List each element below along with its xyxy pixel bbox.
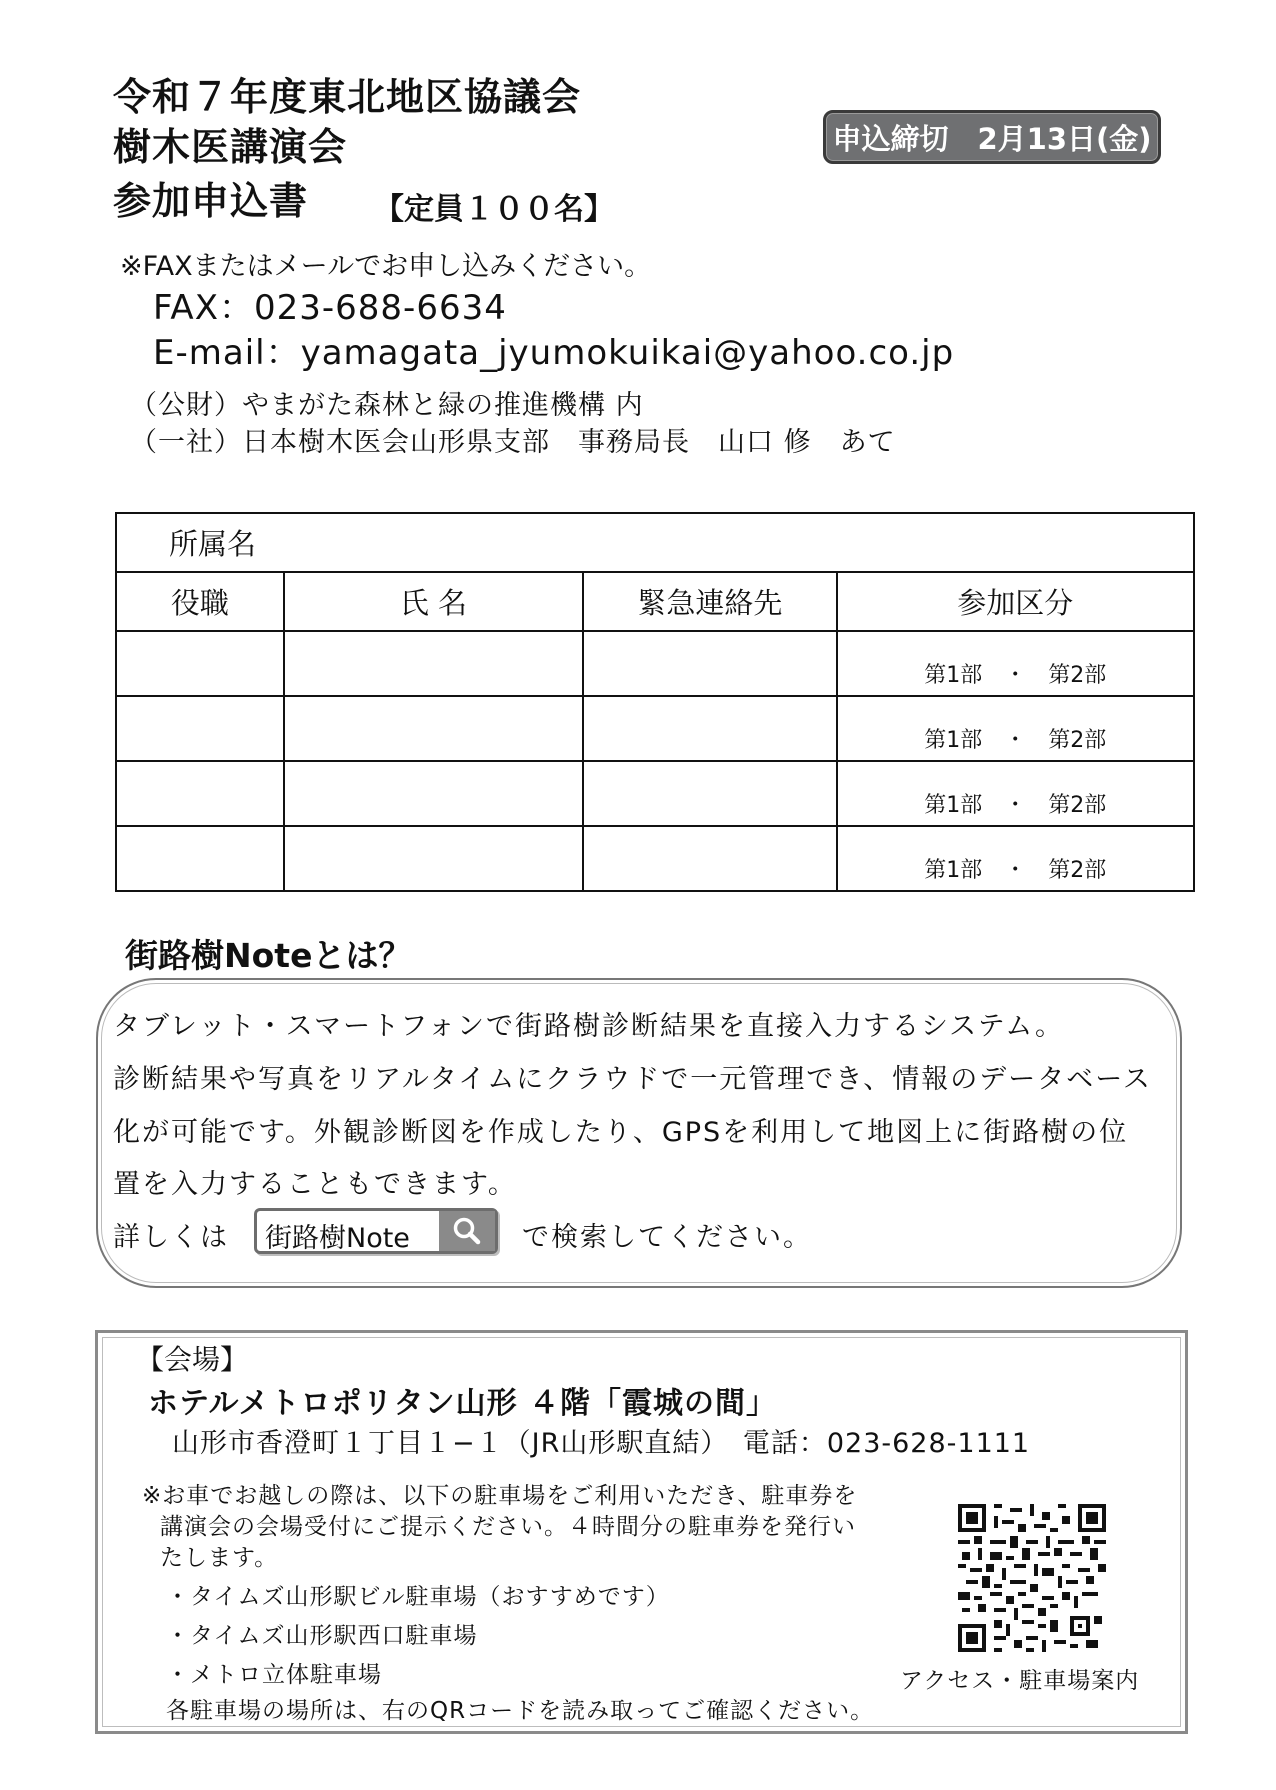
table-row: [116, 631, 1194, 696]
note-description-line-4: 置を入力することもできます。: [113, 1169, 517, 1200]
qr-instruction: 各駐車場の場所は、右のQRコードを読み取ってご確認ください。: [166, 1698, 875, 1724]
submission-instruction: ※FAXまたはメールでお申し込みください。: [120, 251, 652, 282]
organization-line-1: （公財）やまがた森林と緑の推進機構 内: [130, 390, 644, 421]
position-field[interactable]: [116, 631, 284, 696]
note-description-line-1: タブレット・スマートフォンで街路樹診断結果を直接入力するシステム。: [113, 1011, 1065, 1042]
participation-division-option[interactable]: 第1部 ・ 第2部: [837, 761, 1194, 826]
column-header-name: 氏 名: [284, 572, 583, 631]
affiliation-label: 所属名: [169, 527, 257, 561]
parking-lot-item: ・タイムズ山形駅西口駐車場: [166, 1623, 478, 1649]
parking-note-line-3: たします。: [160, 1545, 279, 1571]
parking-note-line-1: ※お車でお越しの際は、以下の駐車場をご利用いただき、駐車券を: [142, 1483, 858, 1509]
organization-line-2: （一社）日本樹木医会山形県支部 事務局長 山口 修 あて: [130, 427, 896, 458]
note-description-line-3: 化が可能です。外観診断図を作成したり、GPSを利用して地図上に街路樹の位: [113, 1117, 1129, 1148]
search-box-text: 街路樹Note: [265, 1223, 410, 1254]
venue-label: 【会場】: [136, 1343, 249, 1376]
affiliation-field[interactable]: [116, 513, 1194, 572]
emergency-contact-field[interactable]: [583, 696, 837, 761]
parking-lot-item: ・タイムズ山形駅ビル駐車場（おすすめです）: [166, 1584, 670, 1610]
position-field[interactable]: [116, 696, 284, 761]
participation-division-option[interactable]: 第1部 ・ 第2部: [837, 696, 1194, 761]
column-header-position: 役職: [116, 572, 284, 631]
affiliation-row: [116, 513, 1194, 572]
table-row: [116, 761, 1194, 826]
venue-address: 山形市香澄町１丁目１−１（JR山形駅直結） 電話：023-628-1111: [172, 1428, 1031, 1459]
title-line-2: 樹木医講演会: [113, 125, 348, 169]
table-row: [116, 696, 1194, 761]
application-form-table: [115, 512, 1195, 892]
parking-note-line-2: 講演会の会場受付にご提示ください。４時間分の駐車券を発行い: [160, 1514, 856, 1540]
search-icon: [439, 1211, 495, 1251]
title-line-1: 令和７年度東北地区協議会: [113, 75, 582, 119]
note-details-prefix: 詳しくは: [113, 1222, 229, 1253]
capacity-label: 【定員１００名】: [374, 192, 614, 227]
column-header-emergency-contact: 緊急連絡先: [583, 572, 837, 631]
qr-caption: アクセス・駐車場案内: [900, 1668, 1140, 1694]
position-field[interactable]: [116, 761, 284, 826]
title-line-3: 参加申込書: [113, 179, 309, 223]
deadline-badge: 申込締切 2月13日(金): [823, 110, 1161, 164]
parking-lot-item: ・メトロ立体駐車場: [166, 1662, 382, 1688]
participation-division-option[interactable]: 第1部 ・ 第2部: [837, 631, 1194, 696]
column-header-participation: 参加区分: [837, 572, 1194, 631]
emergency-contact-field[interactable]: [583, 826, 837, 891]
participation-division-option[interactable]: 第1部 ・ 第2部: [837, 826, 1194, 891]
fax-number: FAX：023-688-6634: [153, 288, 507, 328]
name-field[interactable]: [284, 696, 583, 761]
name-field[interactable]: [284, 826, 583, 891]
venue-name: ホテルメトロポリタン山形 ４階「霞城の間」: [148, 1386, 778, 1421]
table-row: [116, 826, 1194, 891]
email-address: E-mail：yamagata_jyumokuikai@yahoo.co.jp: [153, 333, 955, 373]
emergency-contact-field[interactable]: [583, 761, 837, 826]
emergency-contact-field[interactable]: [583, 631, 837, 696]
table-header-row: [116, 572, 1194, 631]
note-section-heading: 街路樹Noteとは？: [125, 936, 412, 975]
name-field[interactable]: [284, 631, 583, 696]
note-description-line-2: 診断結果や写真をリアルタイムにクラウドで一元管理でき、情報のデータベース: [113, 1064, 1152, 1095]
name-field[interactable]: [284, 761, 583, 826]
position-field[interactable]: [116, 826, 284, 891]
note-details-suffix: で検索してください。: [522, 1222, 812, 1253]
qr-code-image[interactable]: [958, 1504, 1106, 1652]
search-box-illustration: [254, 1208, 498, 1254]
